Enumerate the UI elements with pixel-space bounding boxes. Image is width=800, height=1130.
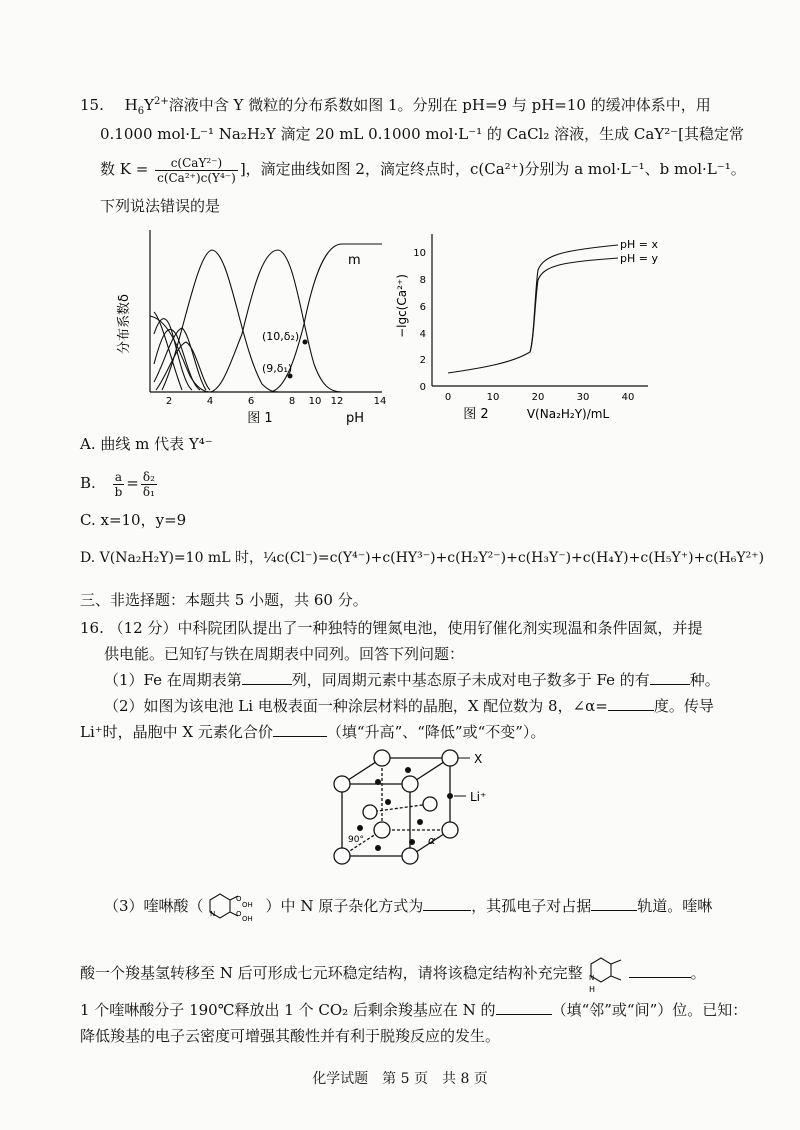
q16-line4 <box>104 696 714 716</box>
figure-2-titration-chart <box>392 230 662 426</box>
answer-blank-1[interactable] <box>242 670 292 685</box>
q16-3-text-b: ）中 N 原子杂化方式为 <box>265 897 424 915</box>
fig2-caption: 图 2 <box>463 407 489 422</box>
fig1-xtick: 14 <box>373 396 387 407</box>
frac-num: δ₂ <box>142 469 155 484</box>
cell-label-alpha: α <box>428 834 436 847</box>
q16-line1: 16. （12 分）中科院团队提出了一种独特的锂氮电池，使用钌催化剂实现温和条件固氮，并提 <box>80 619 703 637</box>
q15-line3 <box>100 154 746 185</box>
q16-1-text-b: 列，同周期元素中基态原子未成对电子数多于 Fe 的有 <box>291 671 650 689</box>
fig2-ytick: 2 <box>419 355 426 366</box>
q16-3-text-h: （填“邻”或“间”）位。已知： <box>551 1001 748 1019</box>
fig2-xtick: 0 <box>444 392 452 403</box>
q15-line2: 0.1000 mol·L⁻¹ Na₂H₂Y 滴定 20 mL 0.1000 mol·L⁻¹ 的 CaCl₂ 溶液，生成 CaY²⁻[其稳定常 <box>100 125 745 143</box>
q16-3-text-d: 轨道。喹啉 <box>637 897 713 915</box>
q16-2-text-b: 度。传导 <box>653 697 714 715</box>
fig2-legend-y: pH = y <box>620 252 658 265</box>
fig2-legend-x: pH = x <box>620 238 658 251</box>
cell-label-li: Li⁺ <box>470 790 487 804</box>
x-atoms <box>334 750 458 864</box>
q16-3-text-a: （3）喹啉酸（ <box>104 897 204 915</box>
q16-line2: 供电能。已知钌与铁在周期表中同列。回答下列问题： <box>104 645 465 663</box>
q16-2-text-a: （2）如图为该电池 Li 电极表面一种涂层材料的晶胞，X 配位数为 8，∠α= <box>104 697 608 715</box>
option-b-label: B. <box>80 474 96 492</box>
option-a: A. 曲线 m 代表 Y⁴⁻ <box>80 435 213 453</box>
fig2-xtick: 40 <box>621 392 635 403</box>
cell-label-x: X <box>474 752 483 766</box>
fig1-xtick: 4 <box>206 396 214 407</box>
fig1-point-label-1: (9,δ₁) <box>262 362 293 375</box>
nitrogen-label: N <box>588 974 594 982</box>
fig1-point-delta2 <box>303 340 308 345</box>
q16-3-text-f: 。 <box>690 964 706 982</box>
fig1-x-ticks <box>166 396 387 407</box>
fig1-xtick: 8 <box>288 396 296 407</box>
q16-line6 <box>104 892 712 922</box>
fig1-curve-m-label: m <box>348 253 361 268</box>
q16-3-text-g: 1 个喹啉酸分子 190℃释放出 1 个 CO₂ 后剩余羧基应在 N 的 <box>80 1001 496 1019</box>
q15-text-b: 溶液中含 Y 微粒的分布系数如图 1。分别在 pH=9 与 pH=10 的缓冲体系中，用 <box>168 96 711 114</box>
option-d: D. V(Na₂H₂Y)=10 mL 时，¼c(Cl⁻)=c(Y⁴⁻)+c(HY³⁻)+c(H₂Y²⁻)+c(H₃Y⁻)+c(H₄Y)+c(H₅Y⁺)+c(H₆Y²⁺) <box>80 550 765 566</box>
frac-num: a <box>113 470 125 485</box>
answer-blank-7[interactable] <box>629 963 691 978</box>
q16-line5 <box>80 722 545 742</box>
q16-1-text-a: （1）Fe 在周期表第 <box>104 671 242 689</box>
section-heading: 三、非选择题：本题共 5 小题，共 60 分。 <box>80 591 368 609</box>
fig1-xtick: 2 <box>165 396 173 407</box>
answer-blank-4[interactable] <box>273 722 327 737</box>
q15-k-label: 数 K = <box>100 160 149 178</box>
q16-3-text-e: 酸一个羧基氢转移至 N 后可形成七元环稳定结构，请将该稳定结构补充完整 <box>80 964 583 982</box>
page-footer: 化学试题 第 5 页 共 8 页 <box>312 1071 488 1087</box>
quinolinic-acid-structure <box>204 892 266 922</box>
q16-line7 <box>80 954 706 994</box>
fig2-x-label: V(Na₂H₂Y)/mL <box>526 407 610 421</box>
frac-den: b <box>114 484 123 499</box>
q16-3-text-c: ，其孤电子对占据 <box>471 897 592 915</box>
fig2-curves <box>448 245 618 373</box>
mol-o2: O <box>235 910 242 918</box>
question-number: 15. <box>80 96 104 114</box>
fig1-y-label: 分布系数δ <box>117 294 132 354</box>
q16-2-text-d: （填“升高”、“降低”或“不变”）。 <box>326 723 546 741</box>
fig1-xtick: 12 <box>330 396 344 407</box>
mol-o1: O <box>235 895 242 903</box>
answer-blank-3[interactable] <box>608 696 654 711</box>
fig1-xtick: 6 <box>247 396 255 407</box>
fig2-y-label: −lgc(Ca²⁺) <box>395 274 409 338</box>
answer-blank-8[interactable] <box>496 1000 552 1015</box>
option-b: B. $\frac{a}{b}$ = $\frac{\text{δ₂}}{\text{δ₁}}$ <box>80 469 155 499</box>
answer-blank-6[interactable] <box>591 896 637 911</box>
frac-den: δ₁ <box>142 484 155 499</box>
cell-label-90: 90° <box>348 835 364 845</box>
fig2-xtick: 20 <box>531 392 545 403</box>
fraction-numerator: c(CaY²⁻) <box>155 156 238 171</box>
option-b-lhs <box>113 470 125 499</box>
answer-blank-2[interactable] <box>650 670 690 685</box>
fig2-ytick: 10 <box>413 248 426 259</box>
q16-2-text-c: Li⁺时，晶胞中 X 元素化合价 <box>80 723 273 741</box>
q16-line3 <box>104 670 720 690</box>
fig1-caption: 图 1 <box>247 411 273 426</box>
q16-line8 <box>80 1000 747 1020</box>
fig2-ytick: 6 <box>419 302 426 313</box>
q15-line4: 下列说法错误的是 <box>100 197 221 215</box>
unit-cell-diagram <box>320 744 510 876</box>
fraction-denominator: c(Ca²⁺)c(Y⁴⁻) <box>157 170 236 185</box>
q16-line9: 降低羧基的电子云密度可增强其酸性并有利于脱羧反应的发生。 <box>80 1027 501 1045</box>
figure-1-distribution-chart <box>110 224 400 426</box>
q16-1-text-c: 种。 <box>689 671 720 689</box>
mol2-h: H <box>588 985 595 994</box>
q15-text-a: H <box>124 96 138 114</box>
stability-constant-fraction <box>155 156 238 185</box>
nitrogen-label: N <box>209 910 215 918</box>
fig2-y-ticks <box>413 248 426 393</box>
seven-ring-structure <box>583 954 629 994</box>
fig2-ytick: 8 <box>419 275 426 286</box>
fig2-xtick: 10 <box>486 392 500 403</box>
fig2-xtick: 30 <box>576 392 590 403</box>
fig1-xtick: 10 <box>308 396 322 407</box>
answer-blank-5[interactable] <box>423 896 471 911</box>
option-c: C. x=10，y=9 <box>80 511 187 529</box>
mol-oh2: OH <box>241 915 253 922</box>
fig1-point-label-2: (10,δ₂) <box>262 330 300 343</box>
option-b-rhs <box>141 470 157 499</box>
mol-oh1: OH <box>241 901 253 909</box>
q15-line1: 15. $H_6Y^{2+}$溶液中含 Y 微粒的分布系数如图 1。分别在 pH=9 与 pH=10 的缓冲体系中，用 <box>80 96 711 117</box>
fig1-x-label: pH <box>345 411 365 426</box>
q15-text-c: ]，滴定曲线如图 2，滴定终点时，c(Ca²⁺)分别为 a mol·L⁻¹、b mol·L⁻¹。 <box>239 160 746 178</box>
fig2-ytick: 4 <box>419 329 426 340</box>
fig2-x-ticks <box>445 392 635 403</box>
fig2-ytick: 0 <box>419 382 426 393</box>
